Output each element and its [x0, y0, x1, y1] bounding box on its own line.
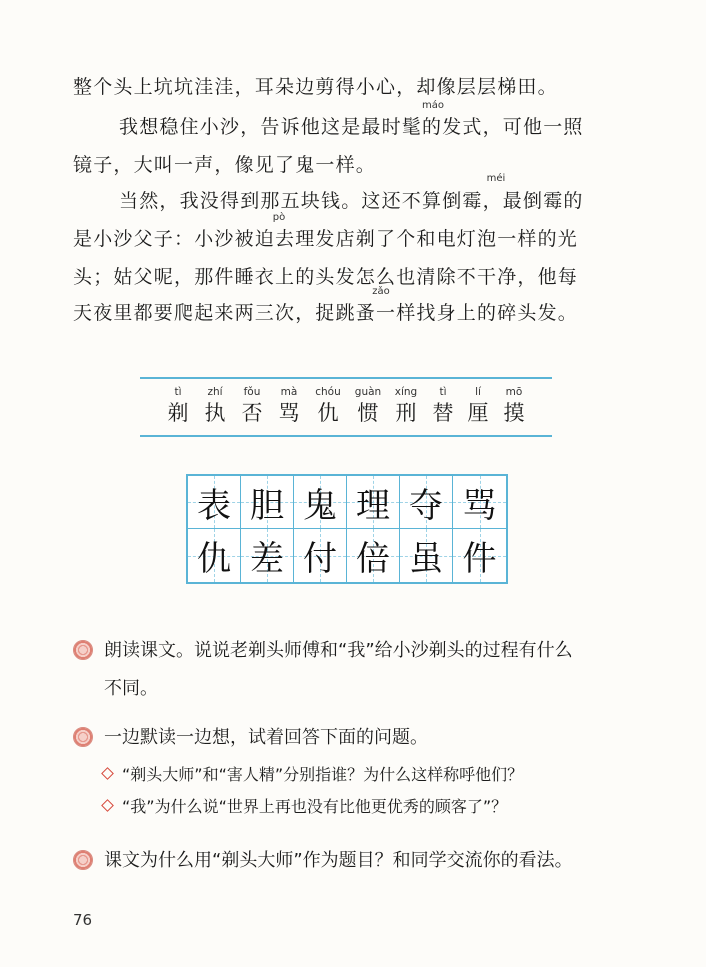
seal-icon	[73, 727, 93, 747]
vocab-pinyin: chóu	[315, 386, 341, 398]
pinyin-mao: máo	[422, 100, 444, 111]
story-line-2: 我想稳住小沙，告诉他这是最时髦的发式，可他一照	[119, 116, 584, 138]
exercise-2-sub-2	[103, 794, 507, 817]
vocab-char: 否	[241, 401, 263, 425]
grid-char: 件	[462, 539, 497, 579]
vocab-pinyin: zhí	[207, 386, 223, 398]
vocab-char: 骂	[278, 401, 300, 425]
story-line-7: 天夜里都要爬起来两三次，捉跳蚤一样找身上的碎头发。	[73, 302, 579, 324]
grid-char: 骂	[462, 485, 497, 526]
story-line-1: 整个头上坑坑洼洼，耳朵边剪得小心，却像层层梯田。	[73, 76, 558, 98]
exercise-1-line-1: 朗读课文。说说老剃头师傅和“我”给小沙剃头的过程有什么	[104, 640, 573, 661]
writing-grid	[186, 474, 508, 584]
vocab-pinyin: tì	[439, 386, 447, 398]
vocab-pinyin: tì	[174, 386, 182, 398]
vocab-char: 剃	[167, 401, 189, 425]
grid-cell	[294, 529, 347, 582]
grid-char: 仇	[197, 539, 231, 579]
diamond-bullet-icon	[101, 767, 114, 780]
grid-cell	[400, 529, 453, 582]
vocab-char: 仇	[317, 401, 339, 425]
grid-char: 差	[250, 539, 284, 579]
vocab-item	[158, 386, 198, 427]
pinyin-po: pò	[272, 212, 286, 223]
vocab-char: 惯	[357, 401, 379, 425]
vocab-pinyin: guàn	[354, 386, 382, 398]
grid-cell	[241, 476, 294, 529]
vocab-pinyin: mà	[280, 386, 298, 398]
page-number: 76	[73, 911, 93, 929]
grid-char: 倍	[356, 539, 390, 579]
exercise-2-sub-1-text: “剃头大师”和“害人精”分别指谁？为什么这样称呼他们？	[122, 765, 524, 784]
grid-cell	[188, 476, 241, 529]
grid-cell	[347, 529, 400, 582]
story-line-4: 当然，我没得到那五块钱。这还不算倒霉，最倒霉的	[119, 190, 584, 212]
grid-char: 胆	[250, 485, 284, 526]
vocab-pinyin: xíng	[394, 386, 418, 398]
vocab-char: 厘	[467, 401, 489, 425]
exercise-1-line-2: 不同。	[104, 678, 158, 699]
vocab-item	[195, 386, 235, 427]
vocab-item	[386, 386, 426, 427]
grid-cell	[347, 476, 400, 529]
diamond-bullet-icon	[101, 799, 114, 812]
vocab-char: 执	[204, 401, 226, 425]
grid-char: 付	[303, 539, 337, 579]
exercise-2-sub-2-text: “我”为什么说“世界上再也没有比他更优秀的顾客了”？	[122, 797, 508, 816]
grid-char: 虽	[409, 539, 443, 579]
grid-cell	[400, 476, 453, 529]
pinyin-mei: méi	[486, 173, 506, 184]
vocab-item	[269, 386, 309, 427]
grid-cell	[241, 529, 294, 582]
vocab-item	[494, 386, 534, 427]
grid-char: 夺	[409, 485, 443, 526]
exercise-3: 课文为什么用“剃头大师”作为题目？和同学交流你的看法。	[104, 850, 573, 871]
vocab-pinyin: fǒu	[243, 386, 261, 398]
vocab-item	[423, 386, 463, 427]
vocab-bottom-rule	[140, 435, 552, 437]
pinyin-zao: zǎo	[372, 286, 390, 297]
grid-cell	[294, 476, 347, 529]
vocab-char: 刑	[395, 401, 417, 425]
seal-icon	[73, 640, 93, 660]
story-line-5: 是小沙父子：小沙被迫去理发店剃了个和电灯泡一样的光	[73, 228, 579, 250]
vocab-pinyin: mō	[505, 386, 523, 398]
grid-cell	[453, 529, 506, 582]
grid-char: 理	[356, 485, 390, 526]
vocab-char: 替	[432, 401, 454, 425]
grid-char: 鬼	[303, 485, 337, 526]
vocab-item	[348, 386, 388, 427]
exercise-2-sub-1	[103, 762, 523, 785]
exercise-2: 一边默读一边想，试着回答下面的问题。	[104, 727, 428, 748]
vocab-item	[308, 386, 348, 427]
grid-cell	[188, 529, 241, 582]
story-line-3: 镜子，大叫一声，像见了鬼一样。	[73, 154, 377, 176]
story-line-6: 头；姑父呢，那件睡衣上的头发怎么也清除不干净，他每	[73, 266, 579, 288]
seal-icon	[73, 850, 93, 870]
grid-cell	[453, 476, 506, 529]
vocab-pinyin: lí	[475, 386, 481, 398]
grid-char: 表	[197, 485, 231, 526]
vocab-char: 摸	[503, 401, 525, 425]
vocab-top-rule	[140, 377, 552, 379]
vocabulary-list	[140, 386, 552, 434]
vocab-item	[232, 386, 272, 427]
vocab-item	[458, 386, 498, 427]
